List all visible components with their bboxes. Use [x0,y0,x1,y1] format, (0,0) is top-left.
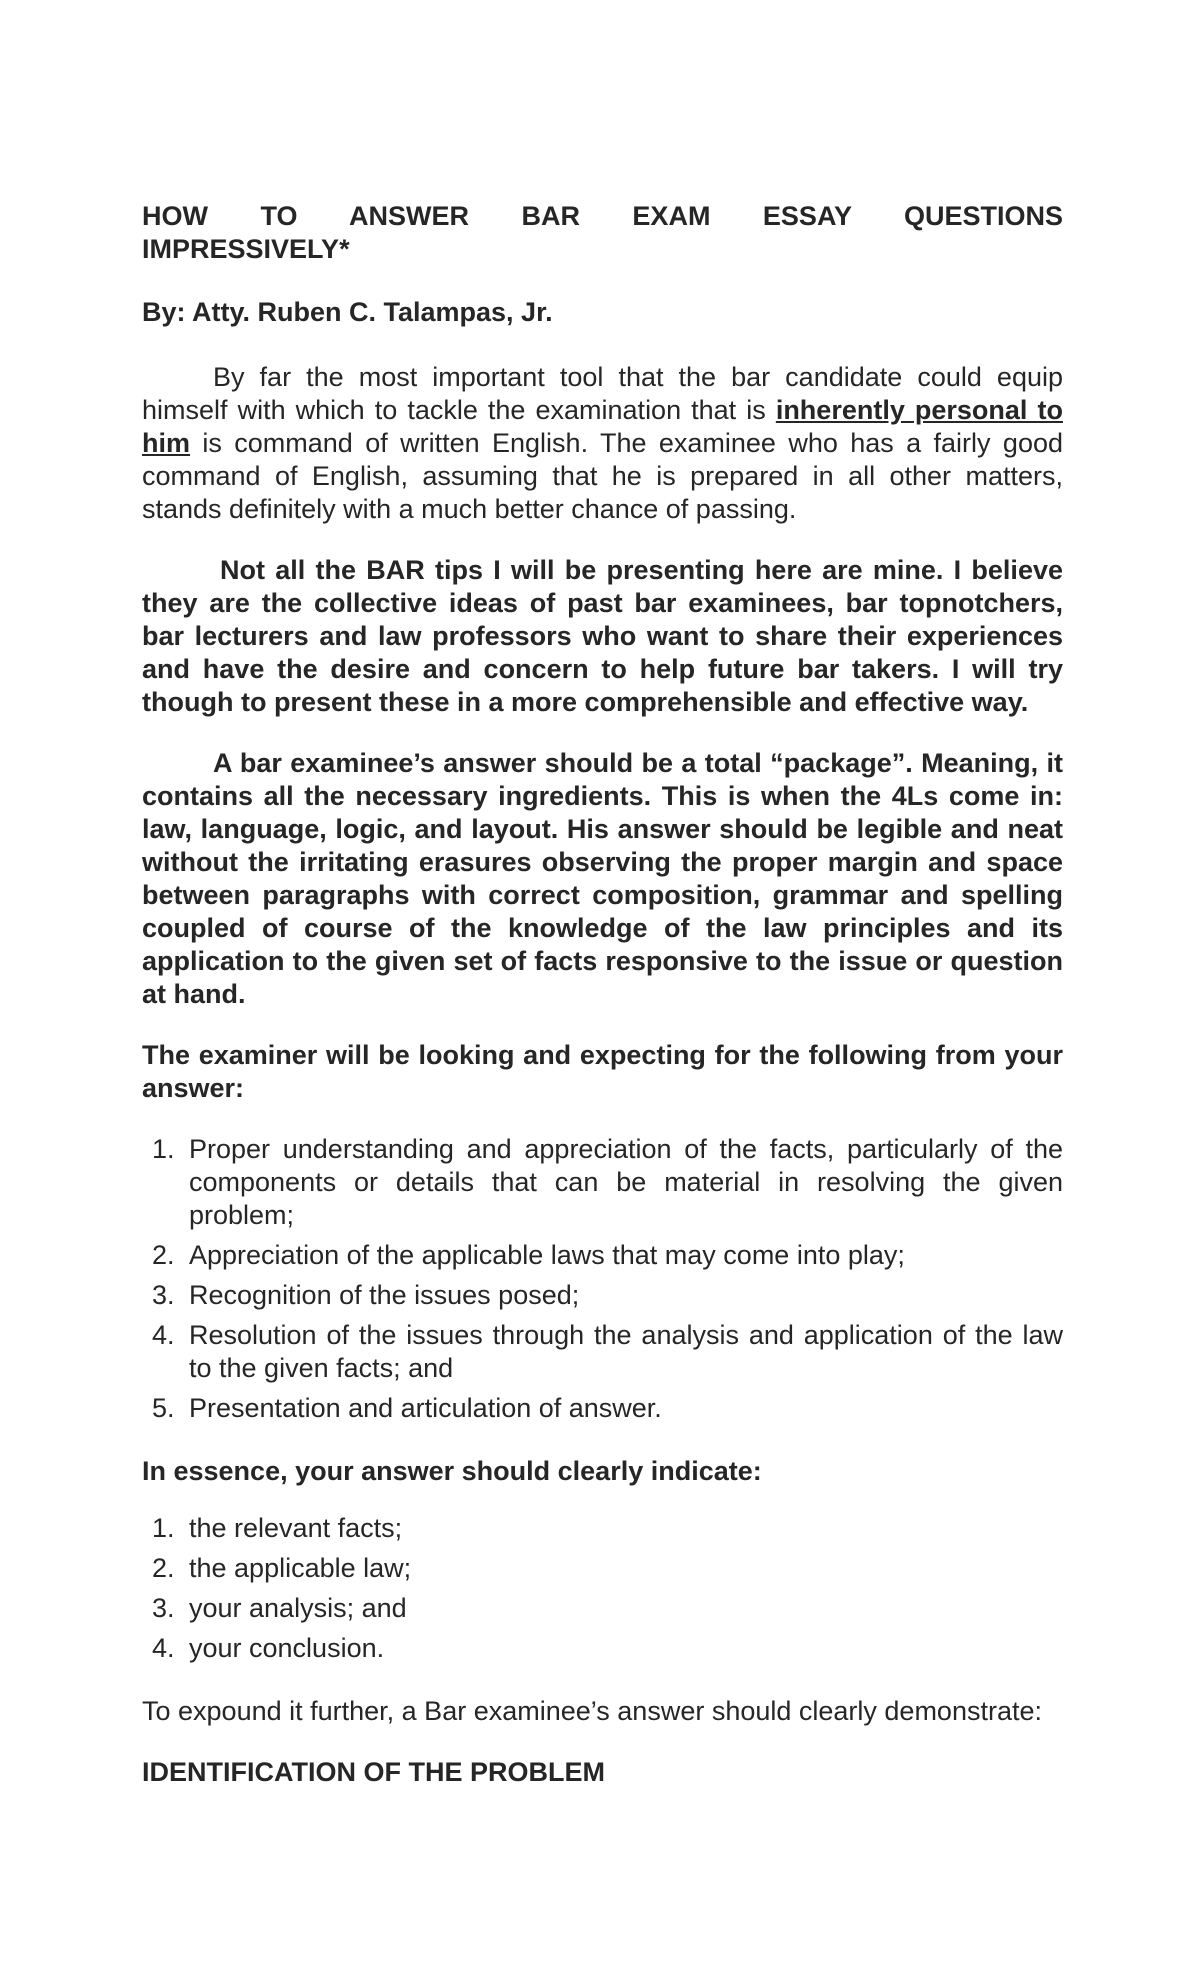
list-item-text: Resolution of the issues through the analysis and application of the law to the given facts; and [189,1320,1063,1383]
paragraph-examiner: The examiner will be looking and expecting for the following from your answer: [142,1040,1063,1103]
essence-list-item [142,1592,1063,1625]
list-item-number: 1. [152,1134,175,1164]
paragraph-tips: Not all the BAR tips I will be presenting here are mine. I believe they are the collective ideas of past bar examinees, bar topnotchers, bar lecturers and law professors who want to share their experiences and have the desire and concern to help future bar takers. I will try though to present these in a more comprehensible and effective way. [142,555,1063,717]
list-item-number: 4. [152,1320,175,1350]
examiner-criteria-list [142,1133,1063,1425]
paragraph-expound: To expound it further, a Bar examinee’s answer should clearly demonstrate: [142,1696,1042,1726]
list-item-text: Recognition of the issues posed; [189,1280,580,1310]
essence-list-item [142,1552,1063,1585]
list-item-text: Presentation and articulation of answer. [189,1393,662,1423]
author-byline: By: Atty. Ruben C. Talampas, Jr. [142,297,553,327]
list-item-number: 4. [152,1633,175,1663]
list-item-text: the relevant facts; [189,1513,403,1543]
paragraph-intro-text-a: By far the most important tool that the bar candidate could equip himself with which to tackle the examination that is [142,362,1063,425]
list-item-number: 3. [152,1280,175,1310]
list-item-text: your analysis; and [189,1593,407,1623]
list-item-text: Proper understanding and appreciation of the facts, particularly of the components or details that can be material in resolving the given problem; [189,1134,1063,1230]
document-title-line-1: HOW TO ANSWER BAR EXAM ESSAY QUESTIONS [142,201,1063,231]
document-title-line-2: IMPRESSIVELY* [142,234,350,264]
criteria-list-item [142,1239,1063,1272]
paragraph-package: A bar examinee’s answer should be a total “package”. Meaning, it contains all the necessary ingredients. This is when the 4Ls come in: law, language, logic, and layout. His answer should be legible and neat without the irritating erasures observing the proper margin and space between paragraphs with correct composition, grammar and spelling coupled of course of the knowledge of the law principles and its application to the given set of facts responsive to the issue or question at hand. [142,748,1063,1009]
document-page [142,200,1063,1789]
section-heading-identification: IDENTIFICATION OF THE PROBLEM [142,1757,605,1787]
paragraph-intro-text-b: is command of written English. The examinee who has a fairly good command of English, assuming that he is prepared in all other matters, stands definitely with a much better chance of passing. [142,428,1063,524]
list-item-number: 2. [152,1240,175,1270]
paragraph-intro-underlined: inherently personal to him [142,395,1063,458]
list-item-text: the applicable law; [189,1553,412,1583]
paragraph-essence: In essence, your answer should clearly indicate: [142,1456,762,1486]
paragraph-intro [142,361,1063,526]
list-item-number: 5. [152,1393,175,1423]
list-item-text: your conclusion. [189,1633,385,1663]
list-item-number: 2. [152,1553,175,1583]
list-item-text: Appreciation of the applicable laws that may come into play; [189,1240,905,1270]
list-item-number: 1. [152,1513,175,1543]
criteria-list-item [142,1392,1063,1425]
essence-list [142,1512,1063,1665]
criteria-list-item [142,1279,1063,1312]
criteria-list-item [142,1319,1063,1385]
essence-list-item [142,1632,1063,1665]
essence-list-item [142,1512,1063,1545]
criteria-list-item [142,1133,1063,1232]
list-item-number: 3. [152,1593,175,1623]
